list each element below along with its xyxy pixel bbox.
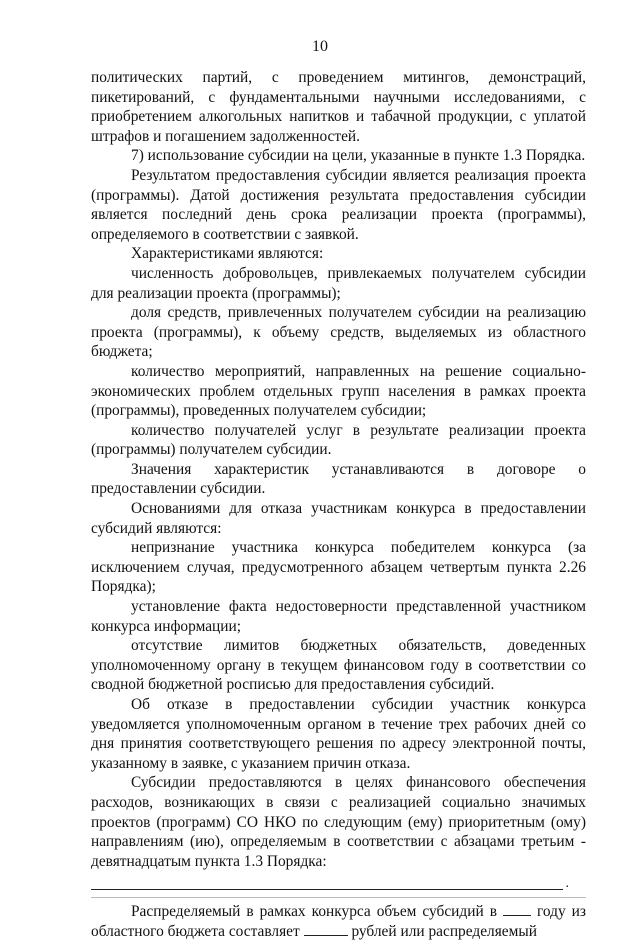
- paragraph: Основаниями для отказа участникам конкурса в предоставлении субсидий являются:: [91, 500, 586, 537]
- paragraph: 7) использование субсидии на цели, указанные в пункте 1.3 Порядка.: [131, 147, 586, 165]
- paragraph: Значения характеристик устанавливаются в договоре о предоставлении субсидии.: [91, 460, 586, 498]
- paragraph: Характеристиками являются:: [131, 245, 324, 263]
- amount-blank: [304, 923, 348, 936]
- paragraph: количество мероприятий, направленных на решение социально-экономических проблем отдельных групп населения в рамках проекта (программы), проведенных получателем субсидии;: [91, 362, 586, 420]
- paragraph: численность добровольцев, привлекаемых получателем субсидии для реализации проекта (программы);: [91, 264, 586, 302]
- final-paragraph-part3: рублей или распределяемый: [351, 922, 537, 940]
- paragraph: Результатом предоставления субсидии является реализация проекта (программы). Датой достижения результата предоставления субсидии является последний день срока реализации проекта (программы), определяемого в соответствии с заявкой.: [91, 166, 586, 243]
- paragraph: отсутствие лимитов бюджетных обязательств, доведенных уполномоченному органу в текущем финансовом году в соответствии со сводной бюджетной росписью для предоставления субсидий.: [91, 637, 586, 694]
- fill-in-line-end-mark: .: [565, 875, 569, 891]
- paragraph: политических партий, с проведением митингов, демонстраций, пикетирований, с фундаментальными научными исследованиями, с приобретением алкогольных напитков и табачной продукции, с уплатой штрафов и погашением задолженностей.: [91, 69, 586, 145]
- paragraph: доля средств, привлеченных получателем субсидии на реализацию проекта (программы), к объему средств, выделяемых из областного бюджета;: [91, 304, 586, 361]
- final-paragraph-part2: году из областного бюджета составляет: [91, 903, 586, 940]
- paragraph: количество получателей услуг в результате реализации проекта (программы) получателем субсидии.: [91, 421, 586, 459]
- year-blank: [503, 903, 531, 916]
- fill-in-line: [91, 875, 569, 891]
- final-paragraph-block: [91, 897, 586, 941]
- paragraph: Субсидии предоставляются в целях финансового обеспечения расходов, возникающих в связи с реализацией социально значимых проектов (программ) СО НКО по следующим (ему) приоритетным (ому) направлениям (ию), определяемым в соответствии с абзацами третьим - девятнадцатым пункта 1.3 Порядка:: [91, 774, 586, 870]
- page-number: 10: [312, 38, 328, 55]
- paragraph: непризнание участника конкурса победителем конкурса (за исключением случая, предусмотренного абзацем четвертым пункта 2.26 Порядка);: [91, 539, 586, 596]
- paragraph: Об отказе в предоставлении субсидии участник конкурса уведомляется уполномоченным органом в течение трех рабочих дней со дня принятия соответствующего решения по адресу электронной почты, указанному в заявке, с указанием причин отказа.: [91, 696, 586, 772]
- final-paragraph-part1: Распределяемый в рамках конкурса объем субсидий в: [131, 903, 497, 921]
- paragraph: установление факта недостоверности представленной участником конкурса информации;: [91, 598, 586, 635]
- final-paragraph: [91, 902, 586, 941]
- document-body: [91, 68, 586, 942]
